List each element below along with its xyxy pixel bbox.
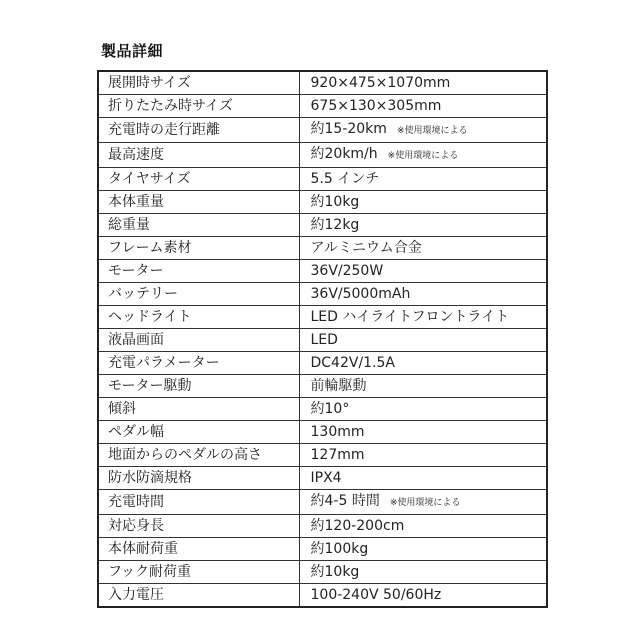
spec-value: DC42V/1.5A — [310, 355, 396, 371]
spec-value: LED — [310, 332, 338, 348]
spec-label: フック耐荷重 — [98, 561, 299, 584]
spec-label: 液晶画面 — [98, 329, 299, 352]
spec-table-body — [98, 71, 547, 607]
spec-label: 充電パラメーター — [98, 352, 299, 375]
table-row — [98, 561, 547, 584]
spec-value-cell — [299, 95, 547, 118]
spec-value-cell — [299, 283, 547, 306]
spec-value-cell — [299, 421, 547, 444]
spec-label: ヘッドライト — [98, 306, 299, 329]
table-row — [98, 352, 547, 375]
spec-value-cell — [299, 260, 547, 283]
table-row — [98, 214, 547, 237]
table-row — [98, 168, 547, 191]
table-row — [98, 306, 547, 329]
spec-value-cell — [299, 584, 547, 608]
spec-value-cell — [299, 143, 547, 168]
spec-value: 36V/250W — [310, 263, 384, 279]
spec-label: フレーム素材 — [98, 237, 299, 260]
table-row — [98, 444, 547, 467]
spec-value: 約20km/h — [310, 146, 378, 162]
table-row — [98, 191, 547, 214]
page-title: 製品詳細 — [101, 42, 164, 60]
spec-label: 本体耐荷重 — [98, 538, 299, 561]
table-row — [98, 515, 547, 538]
spec-value-cell — [299, 71, 547, 95]
spec-note: ※使用環境による — [389, 498, 461, 508]
spec-value-cell — [299, 191, 547, 214]
table-row — [98, 95, 547, 118]
spec-value: 約15-20km — [310, 121, 387, 137]
spec-label: 総重量 — [98, 214, 299, 237]
table-row — [98, 260, 547, 283]
spec-label: 本体重量 — [98, 191, 299, 214]
spec-label: モーター — [98, 260, 299, 283]
spec-value-cell — [299, 375, 547, 398]
table-row — [98, 71, 547, 95]
spec-label: 防水防滴規格 — [98, 467, 299, 490]
spec-value-cell — [299, 538, 547, 561]
spec-value: 約4-5 時間 — [310, 493, 380, 509]
spec-label: 充電時間 — [98, 490, 299, 515]
table-row — [98, 283, 547, 306]
spec-label: 対応身長 — [98, 515, 299, 538]
spec-value: 36V/5000mAh — [310, 286, 411, 302]
spec-value: 約10kg — [310, 564, 360, 580]
spec-value: 前輪駆動 — [310, 378, 367, 394]
spec-table — [97, 70, 548, 608]
spec-value-cell — [299, 214, 547, 237]
spec-label: 最高速度 — [98, 143, 299, 168]
spec-label: モーター駆動 — [98, 375, 299, 398]
spec-value: 約120-200cm — [310, 518, 405, 534]
table-row — [98, 538, 547, 561]
spec-value: 920×475×1070mm — [310, 75, 451, 91]
spec-value: 5.5 インチ — [310, 171, 380, 187]
spec-label: 地面からのペダルの高さ — [98, 444, 299, 467]
table-row — [98, 143, 547, 168]
spec-value: 約10kg — [310, 194, 360, 210]
spec-value: 127mm — [310, 447, 365, 463]
spec-value-cell — [299, 444, 547, 467]
table-row — [98, 329, 547, 352]
spec-value-cell — [299, 118, 547, 143]
table-row — [98, 584, 547, 608]
spec-value: 約10° — [310, 401, 350, 417]
table-row — [98, 375, 547, 398]
spec-value-cell — [299, 490, 547, 515]
spec-label: ペダル幅 — [98, 421, 299, 444]
spec-label: 充電時の走行距離 — [98, 118, 299, 143]
table-row — [98, 421, 547, 444]
table-row — [98, 398, 547, 421]
table-row — [98, 467, 547, 490]
spec-value-cell — [299, 329, 547, 352]
spec-value-cell — [299, 467, 547, 490]
table-row — [98, 490, 547, 515]
spec-note: ※使用環境による — [387, 151, 459, 161]
spec-value: 約100kg — [310, 541, 369, 557]
spec-value: 約12kg — [310, 217, 360, 233]
spec-label: 折りたたみ時サイズ — [98, 95, 299, 118]
spec-value: アルミニウム合金 — [310, 240, 422, 256]
spec-value-cell — [299, 306, 547, 329]
spec-value-cell — [299, 352, 547, 375]
table-row — [98, 237, 547, 260]
table-row — [98, 118, 547, 143]
spec-value: LED ハイライトフロントライト — [310, 309, 510, 325]
spec-note: ※使用環境による — [396, 126, 468, 136]
spec-value-cell — [299, 561, 547, 584]
spec-value: IPX4 — [310, 470, 342, 486]
spec-value-cell — [299, 398, 547, 421]
spec-value: 100-240V 50/60Hz — [310, 587, 442, 603]
spec-label: 傾斜 — [98, 398, 299, 421]
spec-value: 675×130×305mm — [310, 98, 442, 114]
spec-label: バッテリー — [98, 283, 299, 306]
spec-value-cell — [299, 168, 547, 191]
spec-value-cell — [299, 237, 547, 260]
spec-value: 130mm — [310, 424, 365, 440]
spec-value-cell — [299, 515, 547, 538]
spec-label: 入力電圧 — [98, 584, 299, 608]
spec-label: タイヤサイズ — [98, 168, 299, 191]
spec-label: 展開時サイズ — [98, 71, 299, 95]
